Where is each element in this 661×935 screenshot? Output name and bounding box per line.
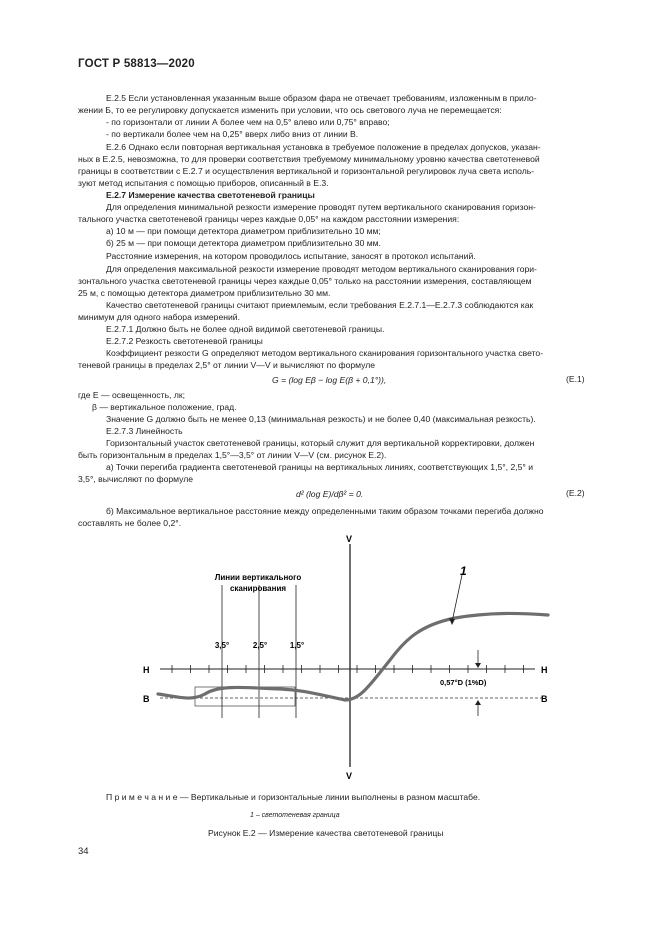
scan-lines-title-2: сканирования bbox=[229, 584, 287, 593]
b-left-label: B bbox=[143, 694, 150, 704]
para-min-sharpness-line1: Для определения минимальной резкости измерение проводят путем вертикального сканирования горизон- bbox=[106, 202, 536, 212]
para-max-sharpness-line3: 25 м, с помощью детектора диаметром приблизительно 30 мм. bbox=[78, 288, 331, 298]
para-linearity-line2: быть горизонтальным в пределах 1,5°—3,5° от линии V—V (см. рисунок Е.2). bbox=[78, 450, 387, 460]
para-e2-7-2: Е.2.7.2 Резкость светотеневой границы bbox=[106, 336, 263, 346]
offset-arrowhead-up bbox=[475, 700, 481, 705]
para-e25-item1: - по горизонтали от линии А более чем на 0,5° влево или 0,75° вправо; bbox=[106, 117, 390, 127]
figure-note-text: — Вертикальные и горизонтальные линии выполнены в разном масштабе. bbox=[177, 792, 481, 802]
scan-lines-title-1: Линии вертикального bbox=[214, 573, 302, 582]
h-right-label: H bbox=[541, 665, 548, 675]
para-coefficient-line1: Коэффициент резкости G определяют методом вертикального сканирования горизонтального участка свето- bbox=[106, 348, 544, 358]
para-e26-line2: ных в Е.2.5, невозможна, то для проверки соответствия требуемому минимальному уровню качества светотеневой bbox=[78, 154, 540, 164]
para-inflection-line1: а) Точки перегиба градиента светотеневой границы на вертикальных линиях, соответствующих 1,5°, 2,5° и bbox=[106, 462, 534, 472]
para-g-value: Значение G должно быть не менее 0,13 (минимальная резкость) и не более 0,40 (максимальная резкость). bbox=[106, 414, 536, 424]
curve-label-leader bbox=[452, 575, 462, 622]
para-coefficient-line2: теневой границы в пределах 2,5° от линии V—V и вычисляют по формуле bbox=[78, 360, 376, 370]
equation-e2: d² (log E)/dβ² = 0. bbox=[296, 489, 364, 499]
list-item-b: б) 25 м — при помощи детектора диаметром приблизительно 30 мм. bbox=[106, 238, 381, 248]
para-where-e: где Е — освещенность, лк; bbox=[78, 390, 186, 400]
para-e25-item2: - по вертикали более чем на 0,25° вверх либо вниз от линии В. bbox=[106, 129, 359, 139]
para-e2-7-1: Е.2.7.1 Должно быть не более одной видимой светотеневой границы. bbox=[106, 324, 385, 334]
para-max-distance-line1: б) Максимальное вертикальное расстояние между определенными таким образом точками перегиба должно bbox=[106, 506, 544, 516]
list-item-a: а) 10 м — при помощи детектора диаметром приблизительно 10 мм; bbox=[106, 226, 381, 236]
para-e2-7-3: Е.2.7.3 Линейность bbox=[106, 426, 183, 436]
para-max-sharpness-line2: зонтального участка светотеневой границы через каждые 0,05° только на расстоянии измерения, составляющем bbox=[78, 276, 532, 286]
offset-arrowhead-down bbox=[475, 663, 481, 668]
scan-label-2-5: 2,5° bbox=[252, 641, 268, 650]
h-left-label: H bbox=[143, 665, 150, 675]
figure-e2-diagram bbox=[0, 530, 661, 785]
para-linearity-line1: Горизонтальный участок светотеневой границы, который служит для вертикальной корректировки, должен bbox=[106, 438, 535, 448]
scan-label-1-5: 1,5° bbox=[289, 641, 305, 650]
v-top-label: V bbox=[346, 534, 353, 544]
offset-label: 0,57°D (1%D) bbox=[440, 678, 487, 687]
curve-label-arrowhead bbox=[449, 618, 455, 625]
para-where-beta: β — вертикальное положение, град. bbox=[92, 402, 237, 412]
para-quality-line2: минимум для одного набора измерений. bbox=[78, 312, 240, 322]
equation-e1: G = (log Eβ − log E(β + 0,1°)), bbox=[272, 375, 387, 385]
para-min-sharpness-line2: тального участка светотеневой границы через каждые 0,05° на каждом расстоянии измерения: bbox=[78, 214, 460, 224]
para-inflection-line2: 3,5°, вычисляют по формуле bbox=[78, 474, 194, 484]
equation-e2-number: (Е.2) bbox=[566, 488, 585, 498]
para-quality-line1: Качество светотеневой границы считают приемлемым, если требования Е.2.7.1—Е.2.7.3 соблюдаются как bbox=[106, 300, 534, 310]
figure-legend: 1 – светотеневая граница bbox=[250, 812, 340, 819]
para-e26-line3: границы в соответствии с Е.2.7 и осуществления вертикальной и горизонтальной регулировок луча света исполь- bbox=[78, 166, 535, 176]
figure-caption: Рисунок Е.2 — Измерение качества светотеневой границы bbox=[208, 828, 444, 838]
document-header: ГОСТ Р 58813—2020 bbox=[78, 58, 195, 70]
para-e25-line1: Е.2.5 Если установленная указанным выше образом фара не отвечает требованиям, изложенным в прило- bbox=[106, 93, 537, 103]
section-heading-e27: Е.2.7 Измерение качества светотеневой границы bbox=[106, 190, 315, 200]
para-max-sharpness-line1: Для определения максимальной резкости измерение проводят методом вертикального сканирования гори- bbox=[106, 264, 537, 274]
b-right-label: B bbox=[541, 694, 548, 704]
para-max-distance-line2: составлять не более 0,2°. bbox=[78, 518, 182, 528]
para-e25-line2: жении Б, то ее регулировку допускается изменить при условии, что ось светового луча не перемещается: bbox=[78, 105, 502, 115]
para-distance: Расстояние измерения, на котором проводилось испытание, заносят в протокол испытаний. bbox=[106, 251, 476, 261]
curve-label-1: 1 bbox=[460, 564, 467, 578]
figure-note-prefix: П р и м е ч а н и е bbox=[106, 792, 178, 802]
scan-label-3-5: 3,5° bbox=[214, 641, 230, 650]
v-bottom-label: V bbox=[346, 771, 353, 781]
figure-note bbox=[106, 792, 480, 802]
equation-e1-number: (Е.1) bbox=[566, 374, 585, 384]
page-number: 34 bbox=[78, 846, 89, 857]
para-e26-line1: Е.2.6 Однако если повторная вертикальная установка в требуемое положение в пределах допусков, указан- bbox=[106, 142, 541, 152]
para-e26-line4: зуют метод испытания с помощью приборов, описанный в Е.3. bbox=[78, 178, 329, 188]
